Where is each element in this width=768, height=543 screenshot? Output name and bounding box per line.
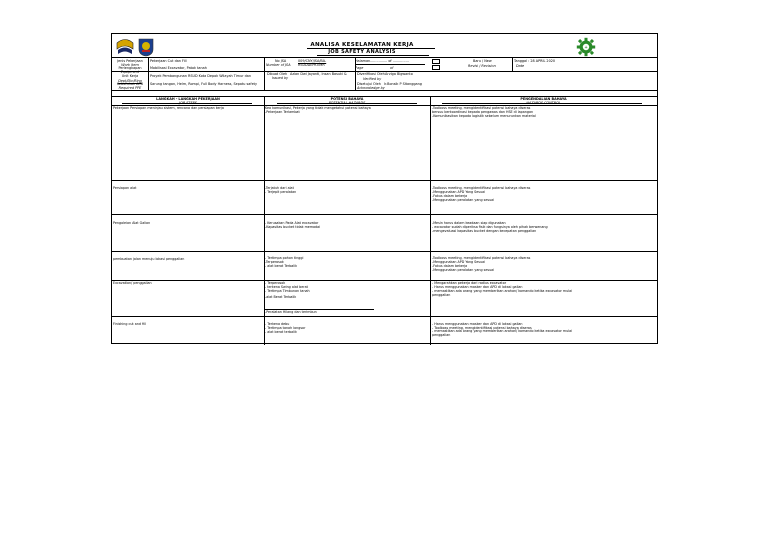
perlengkapan-value: Mobilisasi Excavator, Patok tanah [150, 66, 207, 70]
company-logo [115, 37, 135, 57]
acknowledge-by-label: Acknowledge by [357, 86, 385, 90]
dibuat-oleh-label: Dibuat Oleh [267, 72, 288, 76]
table-row-3-step: Pengoleian Alat Galian [113, 221, 151, 225]
table-row-3-control-1: -Mesin harus dalam keadaan siap digunakan [432, 221, 506, 225]
table-row-1-control-1: -Toolboss meeting, mengidentifikasi potensi bahaya diseras [432, 106, 531, 110]
government-emblem [136, 37, 156, 57]
table-row-6-hazard-2: - Tertimpa tanah longsor [265, 326, 306, 330]
table-row-6-control-1: - Harus menggunakan masker dan APD di lokasi galian [432, 322, 523, 326]
job-steps-header: LANGKAH - LANGKAH PEKERJAAN [156, 97, 220, 101]
equipment-label: Equipment [120, 70, 140, 74]
revision-checkbox[interactable] [432, 65, 440, 70]
table-row-4-hazard-1: - Tertimpa pohon tinggi [265, 256, 304, 260]
halaman-value: ................ of ............... [370, 59, 409, 63]
potensi-bahaya-header: POTENSI BAHAYA [330, 97, 364, 101]
table-row-5-hazard-3: - Tertimpa Timbunan tanah [265, 289, 310, 293]
table-row-4-hazard-2: -Terperosok [265, 260, 284, 264]
number-of-jsa-label: Number of JSA [266, 63, 291, 67]
potential-hazards-subheader: POTENTIAL HAZARDS [328, 101, 366, 105]
pengendalian-bahaya-header: PENGENDALIAN BAHAYA [520, 97, 567, 101]
table-row-1-control-3: -Komunikasikan kepada logistik sebelum menurunkan material [432, 114, 536, 118]
baru-new-label: Baru / New [473, 59, 492, 63]
svg-text:+: + [584, 44, 588, 50]
no-jsa-value: 009/CNY/JSA/BA- [298, 59, 327, 63]
table-row-1-hazard-2: -Pekerjaan Terlambat [265, 110, 300, 114]
table-row-5-hazard-5: -Peralatan Hilang dan terimbun [265, 310, 317, 314]
jenis-pekerjaan-value: Pekerjaan Cut dan Fill [150, 59, 187, 63]
table-row-3-hazard-1: - Kerusakan Pada Alat excavator [265, 221, 319, 225]
new-checkbox[interactable] [432, 59, 440, 64]
table-row-4-step: pembuatan jalan menuju lokasi penggalian [113, 257, 185, 261]
table-row-2-hazard-1: -Terjatuh dari alat [265, 186, 294, 190]
dibuat-oleh-value: Azlan Dwi Jayanti, Insan Basuki & [290, 72, 347, 76]
perlengkapan-label: Perlengkapan [118, 66, 142, 70]
table-row-6-control-4: penggalian [432, 333, 451, 337]
dept-label: Dept/Div/Ring [118, 79, 142, 83]
page-of-label: of [390, 66, 394, 70]
table-row-4-control-3: -Fokus dalam bekerja [432, 264, 468, 268]
diverifikasi-label: Diverifikasi Oleh [357, 72, 385, 76]
job-steps-subheader: JOB STEPS [179, 101, 197, 105]
table-row-2-control-2: -Menggunakan APD Yang Sesuai [432, 190, 486, 194]
work-item-label: Work item [121, 63, 139, 67]
revisi-revision-label: Revisi / Revision [468, 64, 496, 68]
number-of-jsa-value: RSUDDEPKTIMR [298, 63, 325, 67]
verified-by-label: Verified by [363, 77, 382, 81]
form-subtitle: JOB SAFETY ANALYSIS [328, 49, 396, 55]
table-row-2-step: Persiapan alat [113, 186, 137, 190]
kebutuhan-apd-label: Kebutuhan APD [116, 82, 144, 86]
no-jsa-label: No JSA [275, 59, 287, 63]
table-row-4-control-4: -Menggunakan peralatan yang sesuai [432, 268, 495, 272]
table-row-5-control-3: - memastikan ada orang yang memberikan arahan/ komando ketika excavator mulai [432, 289, 573, 293]
unit-kerja-label: Unit Kerja [121, 74, 139, 78]
date-label: Date [516, 64, 525, 68]
table-row-2-control-1: -Toolboss meeting, mengidentifikasi potensi bahaya diseras [432, 186, 531, 190]
table-row-2-control-3: -Fokus dalam bekerja [432, 194, 468, 198]
issued-by-label: Issued by [272, 76, 289, 80]
table-row-6-control-3: - memastikan ada orang yang memberikan arahan/ komando ketika excavator mulai [432, 329, 573, 333]
form-title: ANALISA KESELAMATAN KERJA [310, 42, 414, 48]
table-row-5-control-4: penggalian [432, 293, 451, 297]
halaman-label: Halaman [355, 59, 371, 63]
table-row-5-control-2: - Harus menggunakan masker dan APD di lokasi galian [432, 285, 523, 289]
disetujui-label: Disetujui Oleh [357, 82, 381, 86]
table-row-4-hazard-3: - alat berat Terbalik [265, 264, 298, 268]
table-row-6-control-2: - Toolboss meeting, mengidentifikasi potensi bahaya diseras [432, 326, 532, 330]
table-row-6-hazard-1: - Terkena debu [265, 322, 290, 326]
hazards-control-subheader: HAZARDS CONTROL [526, 101, 561, 105]
table-row-2-hazard-2: - Terjepit peralatan [265, 190, 297, 194]
disetujui-value: Ir.Bonsik P Sitanggang [384, 82, 422, 86]
table-row-1-control-2: bersuu berkoordinasi kepada pengawas dan HSE di lapangan [432, 110, 534, 114]
table-row-3-control-3: -mengevaluasi kapasitas bucket dengan kecepatan penggalian [432, 229, 537, 233]
table-row-3-hazard-2: -Kapasitas bucket tidak memadai [265, 225, 321, 229]
table-row-5-hazard-1: - Terperosok [265, 281, 286, 285]
kebutuhan-apd-value: Sarung tangan, Helm, Rompi, Full Body Harness, Sepatu safety [150, 82, 257, 86]
table-row-5-control-1: - Mengarahkan pekerja dari radius excavator [432, 281, 507, 285]
table-row-6-step: Finishing cut and fill [113, 322, 146, 326]
table-row-5-hazard-2: - terkena Swing alat berat [265, 285, 308, 289]
table-row-4-control-1: -Toolboss meeting, mengidentifikasi potensi bahaya diseras [432, 256, 531, 260]
table-row-6-hazard-3: - alat berat terbalik [265, 330, 297, 334]
diverifikasi-value: Arviga Bigwanto [385, 72, 413, 76]
table-row-5-hazard-4: -alat Berat Terbalik [265, 295, 297, 299]
tanggal-label: Tanggal : 28 APRIL 2020 [514, 59, 556, 63]
table-row-1-step: Pekerjaan Persiapan meninjau sistem, rencana dan persiapan kerja [113, 106, 224, 110]
page-label: Page [355, 66, 364, 70]
unit-kerja-value: Proyek Pembangunan RSUD Kota Depok Wilayah Timur dan [150, 74, 251, 78]
k3-safety-logo [576, 37, 596, 57]
table-row-1-hazard-1: Kea kamunikasi, Pekerja yang tidak mengetahui potensi bahaya [265, 106, 371, 110]
table-row-5-step: Excavation/ penggalian [113, 281, 152, 285]
jenis-pekerjaan-label: Jenis Pekerjaan [117, 59, 143, 63]
table-row-4-control-2: -Menggunakan APD Yang Sesuai [432, 260, 486, 264]
table-row-2-control-4: -Menggunakan peralatan yang sesuai [432, 198, 495, 202]
jsa-form [111, 33, 658, 344]
table-row-3-control-2: - excavator sudah diperiksa fisik dan fungsinya oleh pihak berwenang [432, 225, 548, 229]
required-ppe-label: Required PPE [118, 86, 142, 90]
